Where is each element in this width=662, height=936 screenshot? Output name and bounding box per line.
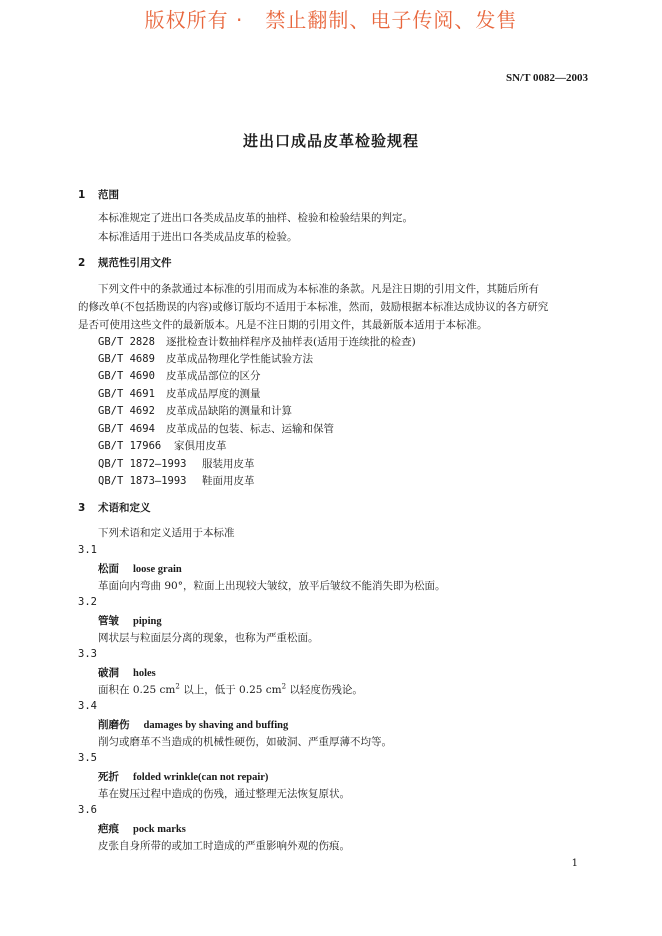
term-english: damages by shaving and buffing	[143, 720, 289, 731]
reference-code: GB/T 4691	[98, 388, 155, 400]
term-definition	[98, 682, 363, 697]
term-chinese: 松面	[98, 563, 119, 575]
page-number: 1	[571, 858, 578, 869]
copyright-banner: 版权所有 · 禁止翻制、电子传阅、发售	[144, 8, 518, 32]
definition-part: 以上，低于 0.25 cm	[179, 684, 282, 696]
term-number: 3.2	[78, 596, 97, 608]
section-number: 1	[78, 189, 86, 201]
section-2-para-line-3: 是否可使用这些文件的最新版本。凡是不注日期的引用文件，其最新版本适用于本标准。	[78, 319, 488, 331]
term-heading	[98, 665, 156, 680]
section-3-intro: 下列术语和定义适用于本标准	[98, 527, 235, 539]
reference-item	[98, 473, 255, 488]
reference-item	[98, 334, 416, 349]
term-definition: 皮张自身所带的或加工时造成的严重影响外观的伤痕。	[98, 840, 350, 852]
reference-title: 皮革成品物理化学性能试验方法	[166, 353, 313, 365]
term-english: pock marks	[133, 824, 186, 835]
reference-title: 皮革成品厚度的测量	[166, 388, 261, 400]
term-heading	[98, 561, 182, 576]
section-2-heading	[78, 255, 172, 270]
section-2-para-line-1: 下列文件中的条款通过本标准的引用而成为本标准的条款。凡是注日期的引用文件，其随后所有	[98, 283, 539, 295]
term-definition: 革在熨压过程中造成的伤残，通过整理无法恢复原状。	[98, 788, 350, 800]
term-heading	[98, 769, 268, 784]
term-heading	[98, 613, 162, 628]
term-chinese: 削磨伤	[98, 719, 130, 731]
reference-item	[98, 421, 334, 436]
term-definition: 革面向内弯曲 90°，粒面上出现较大皱纹，放平后皱纹不能消失即为松面。	[98, 580, 446, 592]
term-definition: 削匀或磨革不当造成的机械性硬伤，如破洞、严重厚薄不均等。	[98, 736, 392, 748]
term-english: piping	[133, 616, 162, 627]
superscript: 2	[175, 682, 180, 691]
reference-item	[98, 386, 261, 401]
definition-part: 面积在 0.25 cm	[98, 684, 176, 696]
reference-code: GB/T 4694	[98, 423, 155, 435]
reference-code: QB/T 1872—1993	[98, 458, 187, 470]
section-2-para-line-2: 的修改单(不包括勘误的内容)或修订版均不适用于本标准，然而，鼓励根据本标准达成协议的各方研究	[78, 301, 549, 313]
term-heading	[98, 717, 288, 732]
term-chinese: 破洞	[98, 667, 119, 679]
reference-item	[98, 438, 227, 453]
term-heading	[98, 821, 186, 836]
reference-item	[98, 368, 261, 383]
reference-code: GB/T 4692	[98, 405, 155, 417]
reference-title: 皮革成品的包装、标志、运输和保管	[166, 423, 334, 435]
term-chinese: 死折	[98, 771, 119, 783]
section-1-heading	[78, 187, 119, 202]
section-1-para-1: 本标准规定了进出口各类成品皮革的抽样、检验和检验结果的判定。	[98, 212, 413, 224]
term-english: loose grain	[133, 564, 182, 575]
reference-code: QB/T 1873—1993	[98, 475, 187, 487]
reference-title: 皮革成品部位的区分	[166, 370, 261, 382]
term-chinese: 疤痕	[98, 823, 119, 835]
reference-title: 服装用皮革	[202, 458, 255, 470]
term-number: 3.1	[78, 544, 97, 556]
section-title: 术语和定义	[98, 502, 151, 514]
section-3-heading	[78, 500, 151, 515]
definition-part: 以轻度伤残论。	[286, 684, 363, 696]
term-number: 3.3	[78, 648, 97, 660]
term-number: 3.4	[78, 700, 97, 712]
section-number: 3	[78, 502, 86, 514]
section-1-para-2: 本标准适用于进出口各类成品皮革的检验。	[98, 231, 298, 243]
reference-title: 皮革成品缺陷的测量和计算	[166, 405, 292, 417]
reference-item	[98, 456, 255, 471]
standard-number: SN/T 0082—2003	[505, 72, 588, 84]
reference-code: GB/T 2828	[98, 336, 155, 348]
reference-title: 家俱用皮革	[174, 440, 227, 452]
term-definition: 网状层与粒面层分离的现象，也称为严重松面。	[98, 632, 319, 644]
term-english: holes	[133, 668, 156, 679]
section-number: 2	[78, 257, 86, 269]
reference-code: GB/T 4689	[98, 353, 155, 365]
reference-title: 逐批检查计数抽样程序及抽样表(适用于连续批的检查)	[166, 336, 416, 348]
term-english: folded wrinkle(can not repair)	[133, 772, 269, 783]
document-title: 进出口成品皮革检验规程	[242, 132, 419, 150]
section-title: 规范性引用文件	[98, 257, 172, 269]
superscript: 2	[281, 682, 287, 691]
reference-item	[98, 351, 313, 366]
term-number: 3.5	[78, 752, 97, 764]
term-number: 3.6	[78, 804, 97, 816]
section-title: 范围	[98, 189, 119, 201]
reference-code: GB/T 4690	[98, 370, 155, 382]
reference-title: 鞋面用皮革	[202, 475, 255, 487]
term-chinese: 管皱	[98, 615, 119, 627]
reference-item	[98, 403, 292, 418]
reference-code: GB/T 17966	[98, 440, 162, 452]
